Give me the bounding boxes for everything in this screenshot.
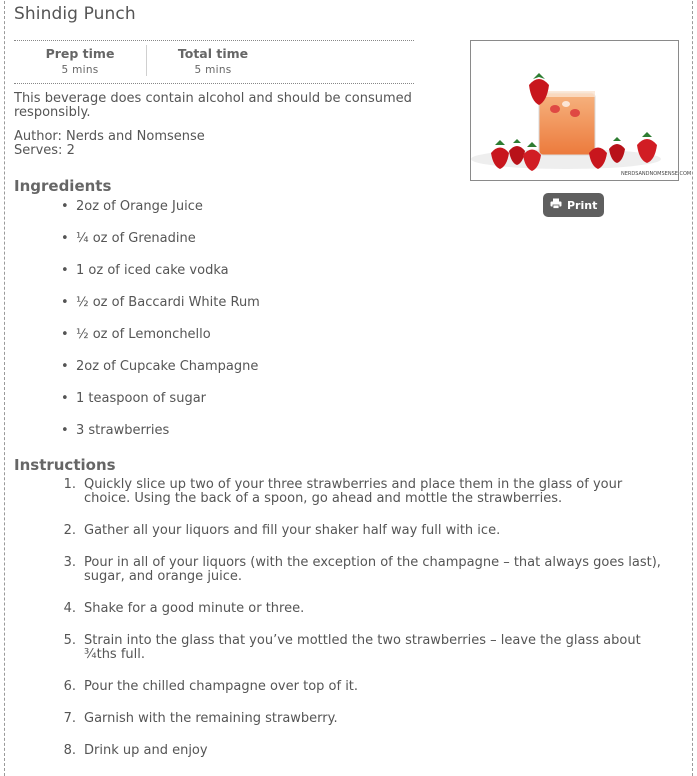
punch-photo-illustration (471, 41, 692, 180)
instruction-step (56, 680, 666, 712)
step-number: 2. (63, 523, 76, 538)
ingredient-item: • 1 oz of iced cake vodka (60, 263, 260, 295)
author-line: Author: Nerds and Nomsense (14, 129, 205, 144)
total-time (146, 45, 279, 76)
printer-icon (550, 198, 562, 212)
step-number: 4. (63, 601, 76, 616)
step-number: 6. (63, 679, 76, 694)
step-text: Strain into the glass that you’ve mottled the two strawberries – leave the glass about ¾ths full. (84, 633, 641, 662)
recipe-photo (470, 40, 692, 181)
instructions-heading: Instructions (14, 456, 116, 474)
recipe-meta (14, 130, 205, 158)
recipe-title: Shindig Punch (14, 4, 136, 24)
prep-time-value: 5 mins (61, 64, 99, 76)
step-text: Quickly slice up two of your three strawberries and place them in the glass of your choice. Using the back of a spoon, go ahead and mottle the strawberries. (84, 477, 623, 506)
total-time-value: 5 mins (194, 64, 232, 76)
ingredient-item: • ½ oz of Baccardi White Rum (60, 295, 260, 327)
step-text: Shake for a good minute or three. (84, 601, 305, 616)
prep-time (14, 45, 146, 76)
ingredient-item: • 2oz of Orange Juice (60, 199, 260, 231)
step-text: Gather all your liquors and fill your shaker half way full with ice. (84, 523, 501, 538)
instruction-step (56, 712, 666, 744)
instruction-step (56, 602, 666, 634)
instruction-step (56, 634, 666, 680)
prep-time-label: Prep time (45, 46, 115, 61)
step-text: Drink up and enjoy (84, 743, 208, 758)
ingredient-item: • ¼ oz of Grenadine (60, 231, 260, 263)
instruction-step (56, 556, 666, 602)
step-text: Pour the chilled champagne over top of it. (84, 679, 359, 694)
instruction-step (56, 524, 666, 556)
step-number: 1. (63, 477, 76, 492)
ingredient-item: • 2oz of Cupcake Champagne (60, 359, 260, 391)
print-label: Print (567, 198, 598, 212)
step-number: 3. (63, 555, 76, 570)
step-text: Garnish with the remaining strawberry. (84, 711, 338, 726)
ingredients-heading: Ingredients (14, 177, 112, 195)
ingredients-list (60, 199, 260, 455)
ingredient-item: • 1 teaspoon of sugar (60, 391, 260, 423)
ingredient-item: • ½ oz of Lemonchello (60, 327, 260, 359)
instruction-step (56, 744, 666, 762)
total-time-label: Total time (177, 46, 249, 61)
step-text: Pour in all of your liquors (with the exception of the champagne – that always goes last), sugar, and orange juice. (84, 555, 661, 584)
instruction-step (56, 478, 666, 524)
time-summary (14, 40, 414, 84)
photo-watermark: NERDSANDNOMSENSE.COM (621, 171, 692, 177)
print-button[interactable] (543, 193, 604, 217)
instructions-list (56, 478, 666, 762)
step-number: 5. (63, 633, 76, 648)
serves-line: Serves: 2 (14, 143, 75, 158)
step-number: 8. (63, 743, 76, 758)
ingredient-item: • 3 strawberries (60, 423, 260, 455)
step-number: 7. (63, 711, 76, 726)
alcohol-note: This beverage does contain alcohol and should be consumed responsibly. (14, 91, 412, 120)
